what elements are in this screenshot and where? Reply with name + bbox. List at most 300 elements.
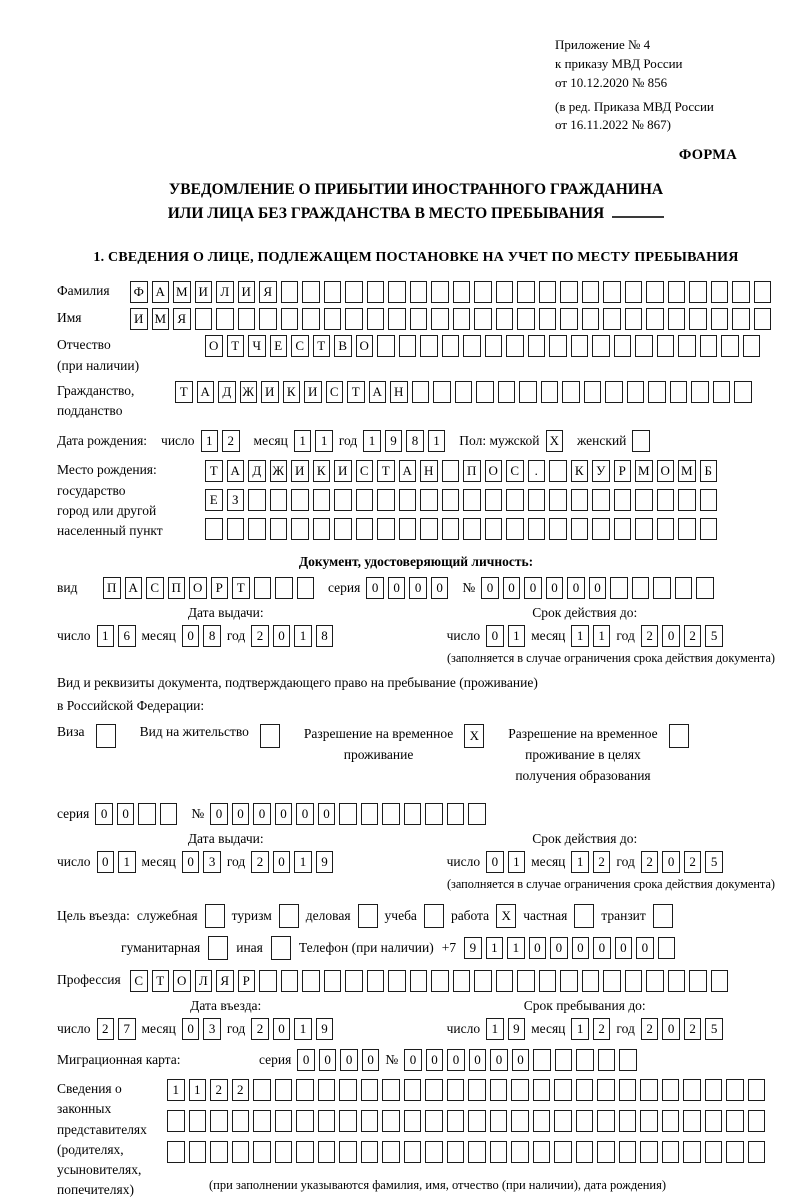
form-cell[interactable] — [689, 281, 707, 303]
form-cell[interactable] — [302, 281, 320, 303]
form-cell[interactable]: 0 — [426, 1049, 444, 1071]
form-cell[interactable] — [296, 1110, 314, 1132]
form-cell[interactable] — [657, 489, 675, 511]
form-cell[interactable]: 0 — [503, 577, 521, 599]
form-cell[interactable] — [248, 518, 266, 540]
form-cell[interactable]: Р — [614, 460, 632, 482]
form-cell[interactable] — [281, 970, 299, 992]
form-cell[interactable] — [748, 1110, 766, 1132]
form-cell[interactable]: Л — [195, 970, 213, 992]
form-cell[interactable] — [713, 381, 731, 403]
form-cell[interactable]: О — [356, 335, 374, 357]
form-cell[interactable]: 0 — [469, 1049, 487, 1071]
form-cell[interactable]: Д — [248, 460, 266, 482]
form-cell[interactable]: С — [506, 460, 524, 482]
form-cell[interactable] — [603, 281, 621, 303]
form-cell[interactable] — [302, 308, 320, 330]
form-cell[interactable] — [705, 1110, 723, 1132]
form-cell[interactable]: 8 — [203, 625, 221, 647]
form-cell[interactable] — [678, 335, 696, 357]
form-cell[interactable] — [431, 281, 449, 303]
form-cell[interactable]: 3 — [203, 1018, 221, 1040]
form-cell[interactable]: 0 — [319, 1049, 337, 1071]
form-cell[interactable] — [603, 970, 621, 992]
form-cell[interactable]: 0 — [490, 1049, 508, 1071]
form-cell[interactable]: 0 — [572, 937, 590, 959]
form-cell[interactable] — [614, 489, 632, 511]
form-cell[interactable]: 0 — [182, 625, 200, 647]
form-cell[interactable] — [662, 1110, 680, 1132]
form-cell[interactable] — [260, 724, 280, 748]
form-cell[interactable]: Н — [420, 460, 438, 482]
form-cell[interactable] — [442, 489, 460, 511]
form-cell[interactable]: К — [571, 460, 589, 482]
form-cell[interactable] — [554, 1079, 572, 1101]
form-cell[interactable] — [625, 970, 643, 992]
form-cell[interactable]: Б — [700, 460, 718, 482]
form-cell[interactable] — [404, 1141, 422, 1163]
form-cell[interactable] — [388, 970, 406, 992]
form-cell[interactable] — [361, 1141, 379, 1163]
form-cell[interactable] — [253, 1110, 271, 1132]
form-cell[interactable] — [584, 381, 602, 403]
form-cell[interactable]: 0 — [273, 1018, 291, 1040]
form-cell[interactable] — [711, 281, 729, 303]
form-cell[interactable]: Ф — [130, 281, 148, 303]
form-cell[interactable] — [339, 1079, 357, 1101]
form-cell[interactable]: 0 — [97, 851, 115, 873]
form-cell[interactable] — [619, 1049, 637, 1071]
form-cell[interactable] — [485, 489, 503, 511]
form-cell[interactable]: Я — [173, 308, 191, 330]
form-cell[interactable] — [689, 308, 707, 330]
form-cell[interactable] — [683, 1079, 701, 1101]
form-cell[interactable] — [339, 1110, 357, 1132]
form-cell[interactable]: Ж — [270, 460, 288, 482]
form-cell[interactable] — [442, 335, 460, 357]
form-cell[interactable]: 0 — [481, 577, 499, 599]
form-cell[interactable]: И — [291, 460, 309, 482]
form-cell[interactable] — [227, 518, 245, 540]
form-cell[interactable]: 2 — [684, 1018, 702, 1040]
form-cell[interactable] — [732, 308, 750, 330]
form-cell[interactable] — [635, 489, 653, 511]
form-cell[interactable] — [404, 803, 422, 825]
form-cell[interactable] — [358, 904, 378, 928]
form-cell[interactable]: Т — [175, 381, 193, 403]
form-cell[interactable] — [748, 1141, 766, 1163]
form-cell[interactable] — [619, 1110, 637, 1132]
form-cell[interactable]: Е — [205, 489, 223, 511]
form-cell[interactable] — [404, 1110, 422, 1132]
form-cell[interactable] — [619, 1141, 637, 1163]
form-cell[interactable] — [453, 281, 471, 303]
form-cell[interactable]: К — [313, 460, 331, 482]
form-cell[interactable] — [533, 1141, 551, 1163]
form-cell[interactable]: 2 — [684, 851, 702, 873]
form-cell[interactable] — [517, 970, 535, 992]
form-cell[interactable] — [425, 803, 443, 825]
form-cell[interactable] — [442, 460, 460, 482]
form-cell[interactable] — [431, 970, 449, 992]
form-cell[interactable]: М — [173, 281, 191, 303]
form-cell[interactable]: 2 — [97, 1018, 115, 1040]
form-cell[interactable] — [232, 1141, 250, 1163]
form-cell[interactable] — [468, 1141, 486, 1163]
form-cell[interactable] — [574, 904, 594, 928]
form-cell[interactable] — [721, 335, 739, 357]
form-cell[interactable] — [614, 518, 632, 540]
form-cell[interactable] — [167, 1141, 185, 1163]
form-cell[interactable] — [377, 518, 395, 540]
form-cell[interactable] — [447, 1110, 465, 1132]
form-cell[interactable]: 1 — [507, 937, 525, 959]
form-cell[interactable]: 0 — [524, 577, 542, 599]
form-cell[interactable]: Т — [232, 577, 250, 599]
form-cell[interactable]: Т — [227, 335, 245, 357]
form-cell[interactable]: Я — [259, 281, 277, 303]
form-cell[interactable] — [496, 970, 514, 992]
form-cell[interactable] — [554, 1110, 572, 1132]
form-cell[interactable] — [668, 308, 686, 330]
form-cell[interactable]: А — [227, 460, 245, 482]
form-cell[interactable]: И — [261, 381, 279, 403]
form-cell[interactable] — [313, 518, 331, 540]
form-cell[interactable]: 9 — [316, 851, 334, 873]
form-cell[interactable] — [700, 335, 718, 357]
form-cell[interactable] — [754, 281, 772, 303]
form-cell[interactable] — [506, 489, 524, 511]
form-cell[interactable]: И — [334, 460, 352, 482]
form-cell[interactable] — [743, 335, 761, 357]
form-cell[interactable]: 8 — [406, 430, 424, 452]
form-cell[interactable] — [506, 335, 524, 357]
form-cell[interactable]: 2 — [641, 851, 659, 873]
form-cell[interactable]: Т — [313, 335, 331, 357]
form-cell[interactable] — [399, 335, 417, 357]
form-cell[interactable] — [640, 1141, 658, 1163]
form-cell[interactable]: 1 — [571, 625, 589, 647]
form-cell[interactable] — [388, 308, 406, 330]
form-cell[interactable] — [296, 1079, 314, 1101]
form-cell[interactable] — [270, 518, 288, 540]
form-cell[interactable] — [455, 381, 473, 403]
form-cell[interactable] — [632, 577, 650, 599]
form-cell[interactable] — [670, 381, 688, 403]
form-cell[interactable] — [248, 489, 266, 511]
form-cell[interactable] — [554, 1141, 572, 1163]
form-cell[interactable] — [498, 381, 516, 403]
form-cell[interactable] — [382, 803, 400, 825]
form-cell[interactable]: П — [168, 577, 186, 599]
form-cell[interactable]: С — [146, 577, 164, 599]
form-cell[interactable] — [275, 1141, 293, 1163]
form-cell[interactable]: 0 — [297, 1049, 315, 1071]
form-cell[interactable] — [210, 1141, 228, 1163]
form-cell[interactable] — [732, 281, 750, 303]
form-cell[interactable] — [297, 577, 315, 599]
form-cell[interactable] — [533, 1049, 551, 1071]
form-cell[interactable] — [377, 335, 395, 357]
form-cell[interactable]: 0 — [275, 803, 293, 825]
form-cell[interactable] — [592, 489, 610, 511]
form-cell[interactable] — [662, 1141, 680, 1163]
form-cell[interactable] — [646, 308, 664, 330]
form-cell[interactable] — [555, 1049, 573, 1071]
form-cell[interactable] — [270, 489, 288, 511]
form-cell[interactable] — [490, 1141, 508, 1163]
form-cell[interactable] — [691, 381, 709, 403]
form-cell[interactable] — [711, 308, 729, 330]
form-cell[interactable]: 6 — [118, 625, 136, 647]
form-cell[interactable]: 0 — [512, 1049, 530, 1071]
form-cell[interactable]: 0 — [182, 1018, 200, 1040]
form-cell[interactable] — [382, 1110, 400, 1132]
form-cell[interactable] — [275, 577, 293, 599]
form-cell[interactable] — [281, 308, 299, 330]
form-cell[interactable] — [658, 937, 676, 959]
form-cell[interactable]: 0 — [404, 1049, 422, 1071]
form-cell[interactable]: 0 — [550, 937, 568, 959]
form-cell[interactable] — [382, 1141, 400, 1163]
form-cell[interactable] — [361, 1079, 379, 1101]
form-cell[interactable] — [324, 281, 342, 303]
form-cell[interactable]: 2 — [684, 625, 702, 647]
form-cell[interactable]: 0 — [486, 851, 504, 873]
form-cell[interactable] — [361, 803, 379, 825]
form-cell[interactable] — [754, 308, 772, 330]
form-cell[interactable]: А — [197, 381, 215, 403]
form-cell[interactable]: 0 — [593, 937, 611, 959]
form-cell[interactable] — [705, 1079, 723, 1101]
form-cell[interactable] — [648, 381, 666, 403]
form-cell[interactable]: 9 — [385, 430, 403, 452]
form-cell[interactable]: 1 — [294, 625, 312, 647]
form-cell[interactable] — [474, 281, 492, 303]
form-cell[interactable] — [528, 518, 546, 540]
form-cell[interactable] — [345, 281, 363, 303]
form-cell[interactable] — [253, 1079, 271, 1101]
form-cell[interactable]: 0 — [546, 577, 564, 599]
form-cell[interactable] — [399, 489, 417, 511]
form-cell[interactable]: 0 — [615, 937, 633, 959]
form-cell[interactable]: 1 — [118, 851, 136, 873]
form-cell[interactable] — [367, 970, 385, 992]
form-cell[interactable]: 1 — [189, 1079, 207, 1101]
form-cell[interactable] — [367, 281, 385, 303]
form-cell[interactable] — [447, 803, 465, 825]
form-cell[interactable] — [412, 381, 430, 403]
form-cell[interactable]: 5 — [705, 625, 723, 647]
form-cell[interactable]: 1 — [294, 430, 312, 452]
form-cell[interactable] — [605, 381, 623, 403]
form-cell[interactable] — [549, 460, 567, 482]
form-cell[interactable] — [138, 803, 156, 825]
form-cell[interactable]: 1 — [294, 851, 312, 873]
form-cell[interactable] — [447, 1079, 465, 1101]
form-cell[interactable] — [614, 335, 632, 357]
form-cell[interactable]: 2 — [593, 1018, 611, 1040]
form-cell[interactable] — [576, 1141, 594, 1163]
form-cell[interactable] — [339, 803, 357, 825]
form-cell[interactable] — [511, 1141, 529, 1163]
form-cell[interactable] — [576, 1110, 594, 1132]
form-cell[interactable] — [625, 308, 643, 330]
form-cell[interactable] — [560, 970, 578, 992]
form-cell[interactable]: Р — [238, 970, 256, 992]
form-cell[interactable] — [653, 904, 673, 928]
form-cell[interactable] — [189, 1141, 207, 1163]
form-cell[interactable] — [696, 577, 714, 599]
form-cell[interactable]: . — [528, 460, 546, 482]
form-cell[interactable] — [533, 1110, 551, 1132]
form-cell[interactable]: 1 — [363, 430, 381, 452]
form-cell[interactable] — [625, 281, 643, 303]
form-cell[interactable] — [549, 518, 567, 540]
form-cell[interactable] — [748, 1079, 766, 1101]
form-cell[interactable] — [726, 1110, 744, 1132]
form-cell[interactable]: 0 — [567, 577, 585, 599]
form-cell[interactable] — [160, 803, 178, 825]
form-cell[interactable] — [640, 1079, 658, 1101]
form-cell[interactable]: П — [103, 577, 121, 599]
form-cell[interactable]: О — [173, 970, 191, 992]
form-cell[interactable] — [254, 577, 272, 599]
form-cell[interactable] — [334, 518, 352, 540]
form-cell[interactable] — [646, 281, 664, 303]
form-cell[interactable] — [447, 1141, 465, 1163]
form-cell[interactable] — [474, 970, 492, 992]
form-cell[interactable] — [377, 489, 395, 511]
form-cell[interactable] — [167, 1110, 185, 1132]
form-cell[interactable] — [420, 518, 438, 540]
form-cell[interactable] — [189, 1110, 207, 1132]
form-cell[interactable]: Я — [216, 970, 234, 992]
form-cell[interactable] — [549, 335, 567, 357]
form-cell[interactable] — [313, 489, 331, 511]
form-cell[interactable]: С — [291, 335, 309, 357]
form-cell[interactable]: С — [326, 381, 344, 403]
form-cell[interactable]: 5 — [705, 851, 723, 873]
form-cell[interactable] — [511, 1079, 529, 1101]
form-cell[interactable] — [420, 335, 438, 357]
form-cell[interactable] — [582, 308, 600, 330]
form-cell[interactable]: З — [227, 489, 245, 511]
form-cell[interactable]: А — [152, 281, 170, 303]
form-cell[interactable] — [582, 970, 600, 992]
form-cell[interactable]: 2 — [641, 625, 659, 647]
form-cell[interactable]: И — [195, 281, 213, 303]
form-cell[interactable]: И — [238, 281, 256, 303]
form-cell[interactable]: С — [356, 460, 374, 482]
form-cell[interactable] — [517, 308, 535, 330]
form-cell[interactable] — [528, 489, 546, 511]
form-cell[interactable]: 2 — [222, 430, 240, 452]
form-cell[interactable]: 2 — [251, 851, 269, 873]
form-cell[interactable] — [442, 518, 460, 540]
form-cell[interactable] — [345, 970, 363, 992]
form-cell[interactable] — [96, 724, 116, 748]
form-cell[interactable] — [410, 281, 428, 303]
form-cell[interactable]: 2 — [210, 1079, 228, 1101]
form-cell[interactable] — [388, 281, 406, 303]
form-cell[interactable]: Д — [218, 381, 236, 403]
form-cell[interactable] — [711, 970, 729, 992]
form-cell[interactable] — [259, 970, 277, 992]
form-cell[interactable] — [195, 308, 213, 330]
form-cell[interactable] — [517, 281, 535, 303]
form-cell[interactable]: 2 — [593, 851, 611, 873]
form-cell[interactable]: 1 — [294, 1018, 312, 1040]
form-cell[interactable] — [302, 970, 320, 992]
form-cell[interactable]: 1 — [428, 430, 446, 452]
form-cell[interactable]: 9 — [316, 1018, 334, 1040]
form-cell[interactable]: 1 — [508, 851, 526, 873]
form-cell[interactable]: 0 — [388, 577, 406, 599]
form-cell[interactable] — [367, 308, 385, 330]
form-cell[interactable]: Л — [216, 281, 234, 303]
form-cell[interactable] — [662, 1079, 680, 1101]
form-cell[interactable] — [410, 970, 428, 992]
form-cell[interactable]: О — [205, 335, 223, 357]
form-cell[interactable] — [425, 1079, 443, 1101]
form-cell[interactable] — [678, 489, 696, 511]
form-cell[interactable] — [275, 1110, 293, 1132]
form-cell[interactable] — [576, 1079, 594, 1101]
form-cell[interactable] — [433, 381, 451, 403]
form-cell[interactable]: 1 — [167, 1079, 185, 1101]
form-cell[interactable]: 0 — [182, 851, 200, 873]
form-cell[interactable] — [485, 335, 503, 357]
form-cell[interactable]: 0 — [366, 577, 384, 599]
form-cell[interactable]: 0 — [589, 577, 607, 599]
form-cell[interactable] — [259, 308, 277, 330]
form-cell[interactable]: 0 — [431, 577, 449, 599]
form-cell[interactable]: 9 — [464, 937, 482, 959]
form-cell[interactable] — [425, 1141, 443, 1163]
form-cell[interactable] — [425, 1110, 443, 1132]
form-cell[interactable] — [571, 489, 589, 511]
form-cell[interactable]: 0 — [409, 577, 427, 599]
form-cell[interactable]: 0 — [362, 1049, 380, 1071]
form-cell[interactable] — [485, 518, 503, 540]
form-cell[interactable]: X — [464, 724, 484, 748]
form-cell[interactable]: 0 — [95, 803, 113, 825]
form-cell[interactable]: 1 — [571, 851, 589, 873]
form-cell[interactable]: П — [463, 460, 481, 482]
form-cell[interactable] — [496, 308, 514, 330]
form-cell[interactable] — [533, 1079, 551, 1101]
form-cell[interactable] — [683, 1141, 701, 1163]
form-cell[interactable]: Н — [390, 381, 408, 403]
form-cell[interactable] — [210, 1110, 228, 1132]
form-cell[interactable]: 2 — [641, 1018, 659, 1040]
form-cell[interactable] — [511, 1110, 529, 1132]
form-cell[interactable]: А — [369, 381, 387, 403]
form-cell[interactable] — [657, 518, 675, 540]
form-cell[interactable] — [345, 308, 363, 330]
form-cell[interactable]: О — [485, 460, 503, 482]
form-cell[interactable] — [582, 281, 600, 303]
form-cell[interactable] — [635, 518, 653, 540]
form-cell[interactable] — [324, 308, 342, 330]
form-cell[interactable] — [296, 1141, 314, 1163]
form-cell[interactable] — [334, 489, 352, 511]
form-cell[interactable]: 0 — [340, 1049, 358, 1071]
form-cell[interactable] — [275, 1079, 293, 1101]
form-cell[interactable]: 2 — [232, 1079, 250, 1101]
form-cell[interactable]: И — [130, 308, 148, 330]
